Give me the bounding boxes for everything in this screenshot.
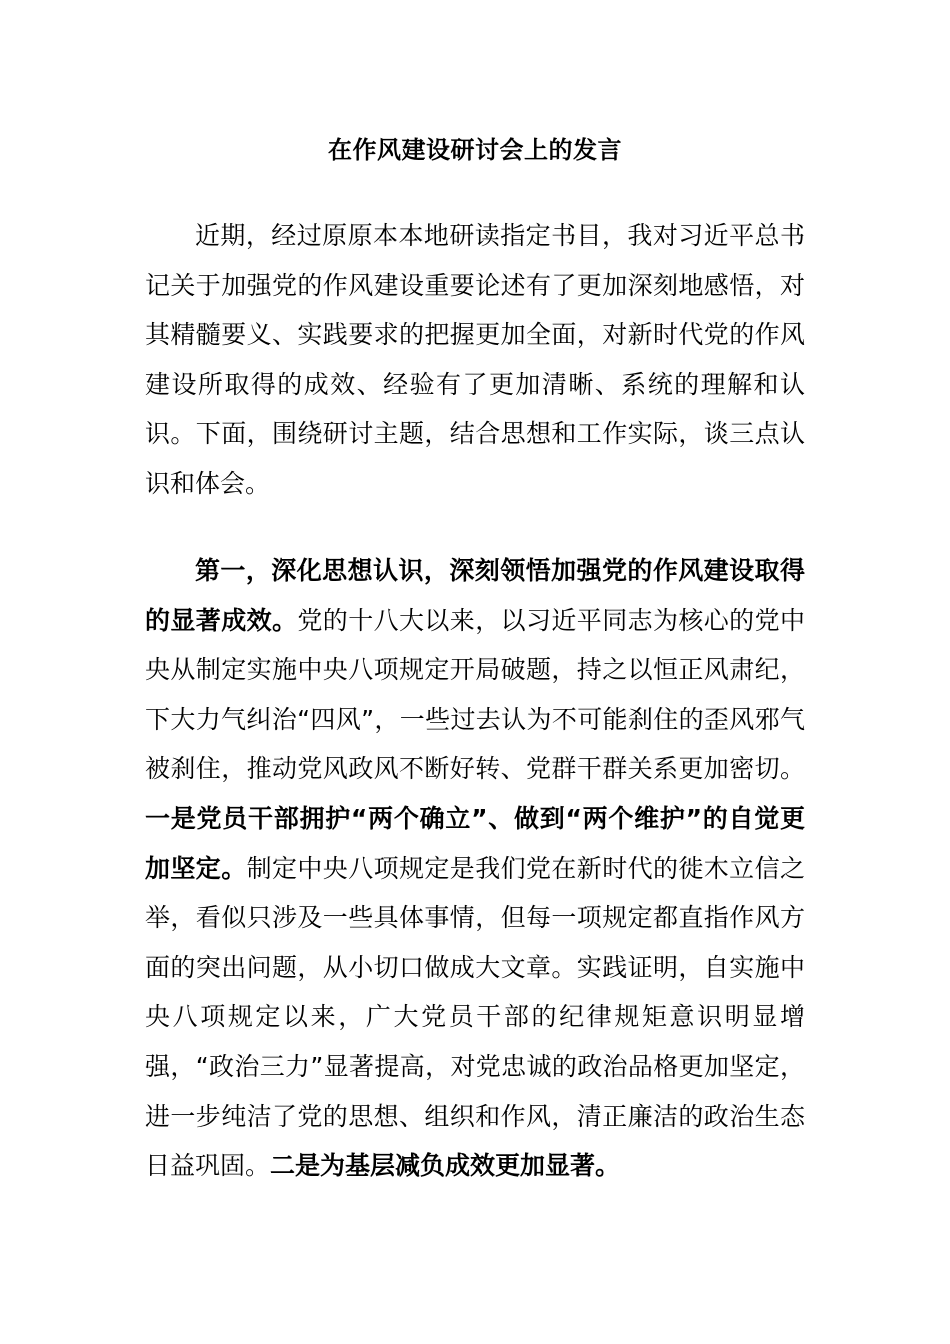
sub-point-two: 二是为基层减负成效更加显著。 <box>270 1151 621 1181</box>
paragraph-first-point <box>145 546 805 1191</box>
paragraph-heading: 第一，深化思想认识，深刻领悟加强党的作风建设取得的显著成效。 <box>145 556 805 635</box>
sub-point-one: 一是党员干部拥护“两个确立”、做到“两个维护”的自觉更加坚定。 <box>145 803 805 883</box>
paragraph-intro: 近期，经过原原本本地研读指定书目，我对习近平总书记关于加强党的作风建设重要论述有了更加深刻地感悟，对其精髓要义、实践要求的把握更加全面，对新时代党的作风建设所取得的成效、经验有了更加清晰、系统的理解和认识。下面，围绕研讨主题，结合思想和工作实际，谈三点认识和体会。 <box>145 221 805 498</box>
document-title: 在作风建设研讨会上的发言 <box>328 136 622 164</box>
paragraph-text: 制定中央八项规定是我们党在新时代的徙木立信之举，看似只涉及一些具体事情，但每一项规定都直指作风方面的突出问题，从小切口做成大文章。实践证明，自实施中央八项规定以来，广大党员干部的纪律规矩意识明显增强，“政治三力”显著提高，对党忠诚的政治品格更加坚定，进一步纯洁了党的思想、组织和作风，清正廉洁的政治生态日益巩固。 <box>145 853 805 1181</box>
paragraph-text: 党的十八大以来，以习近平同志为核心的党中央从制定实施中央八项规定开局破题，持之以恒正风肃纪，下大力气纠治“四风”，一些过去认为不可能刹住的歪风邪气被刹住，推动党风政风不断好转、党群干群关系更加密切。 <box>145 605 805 784</box>
